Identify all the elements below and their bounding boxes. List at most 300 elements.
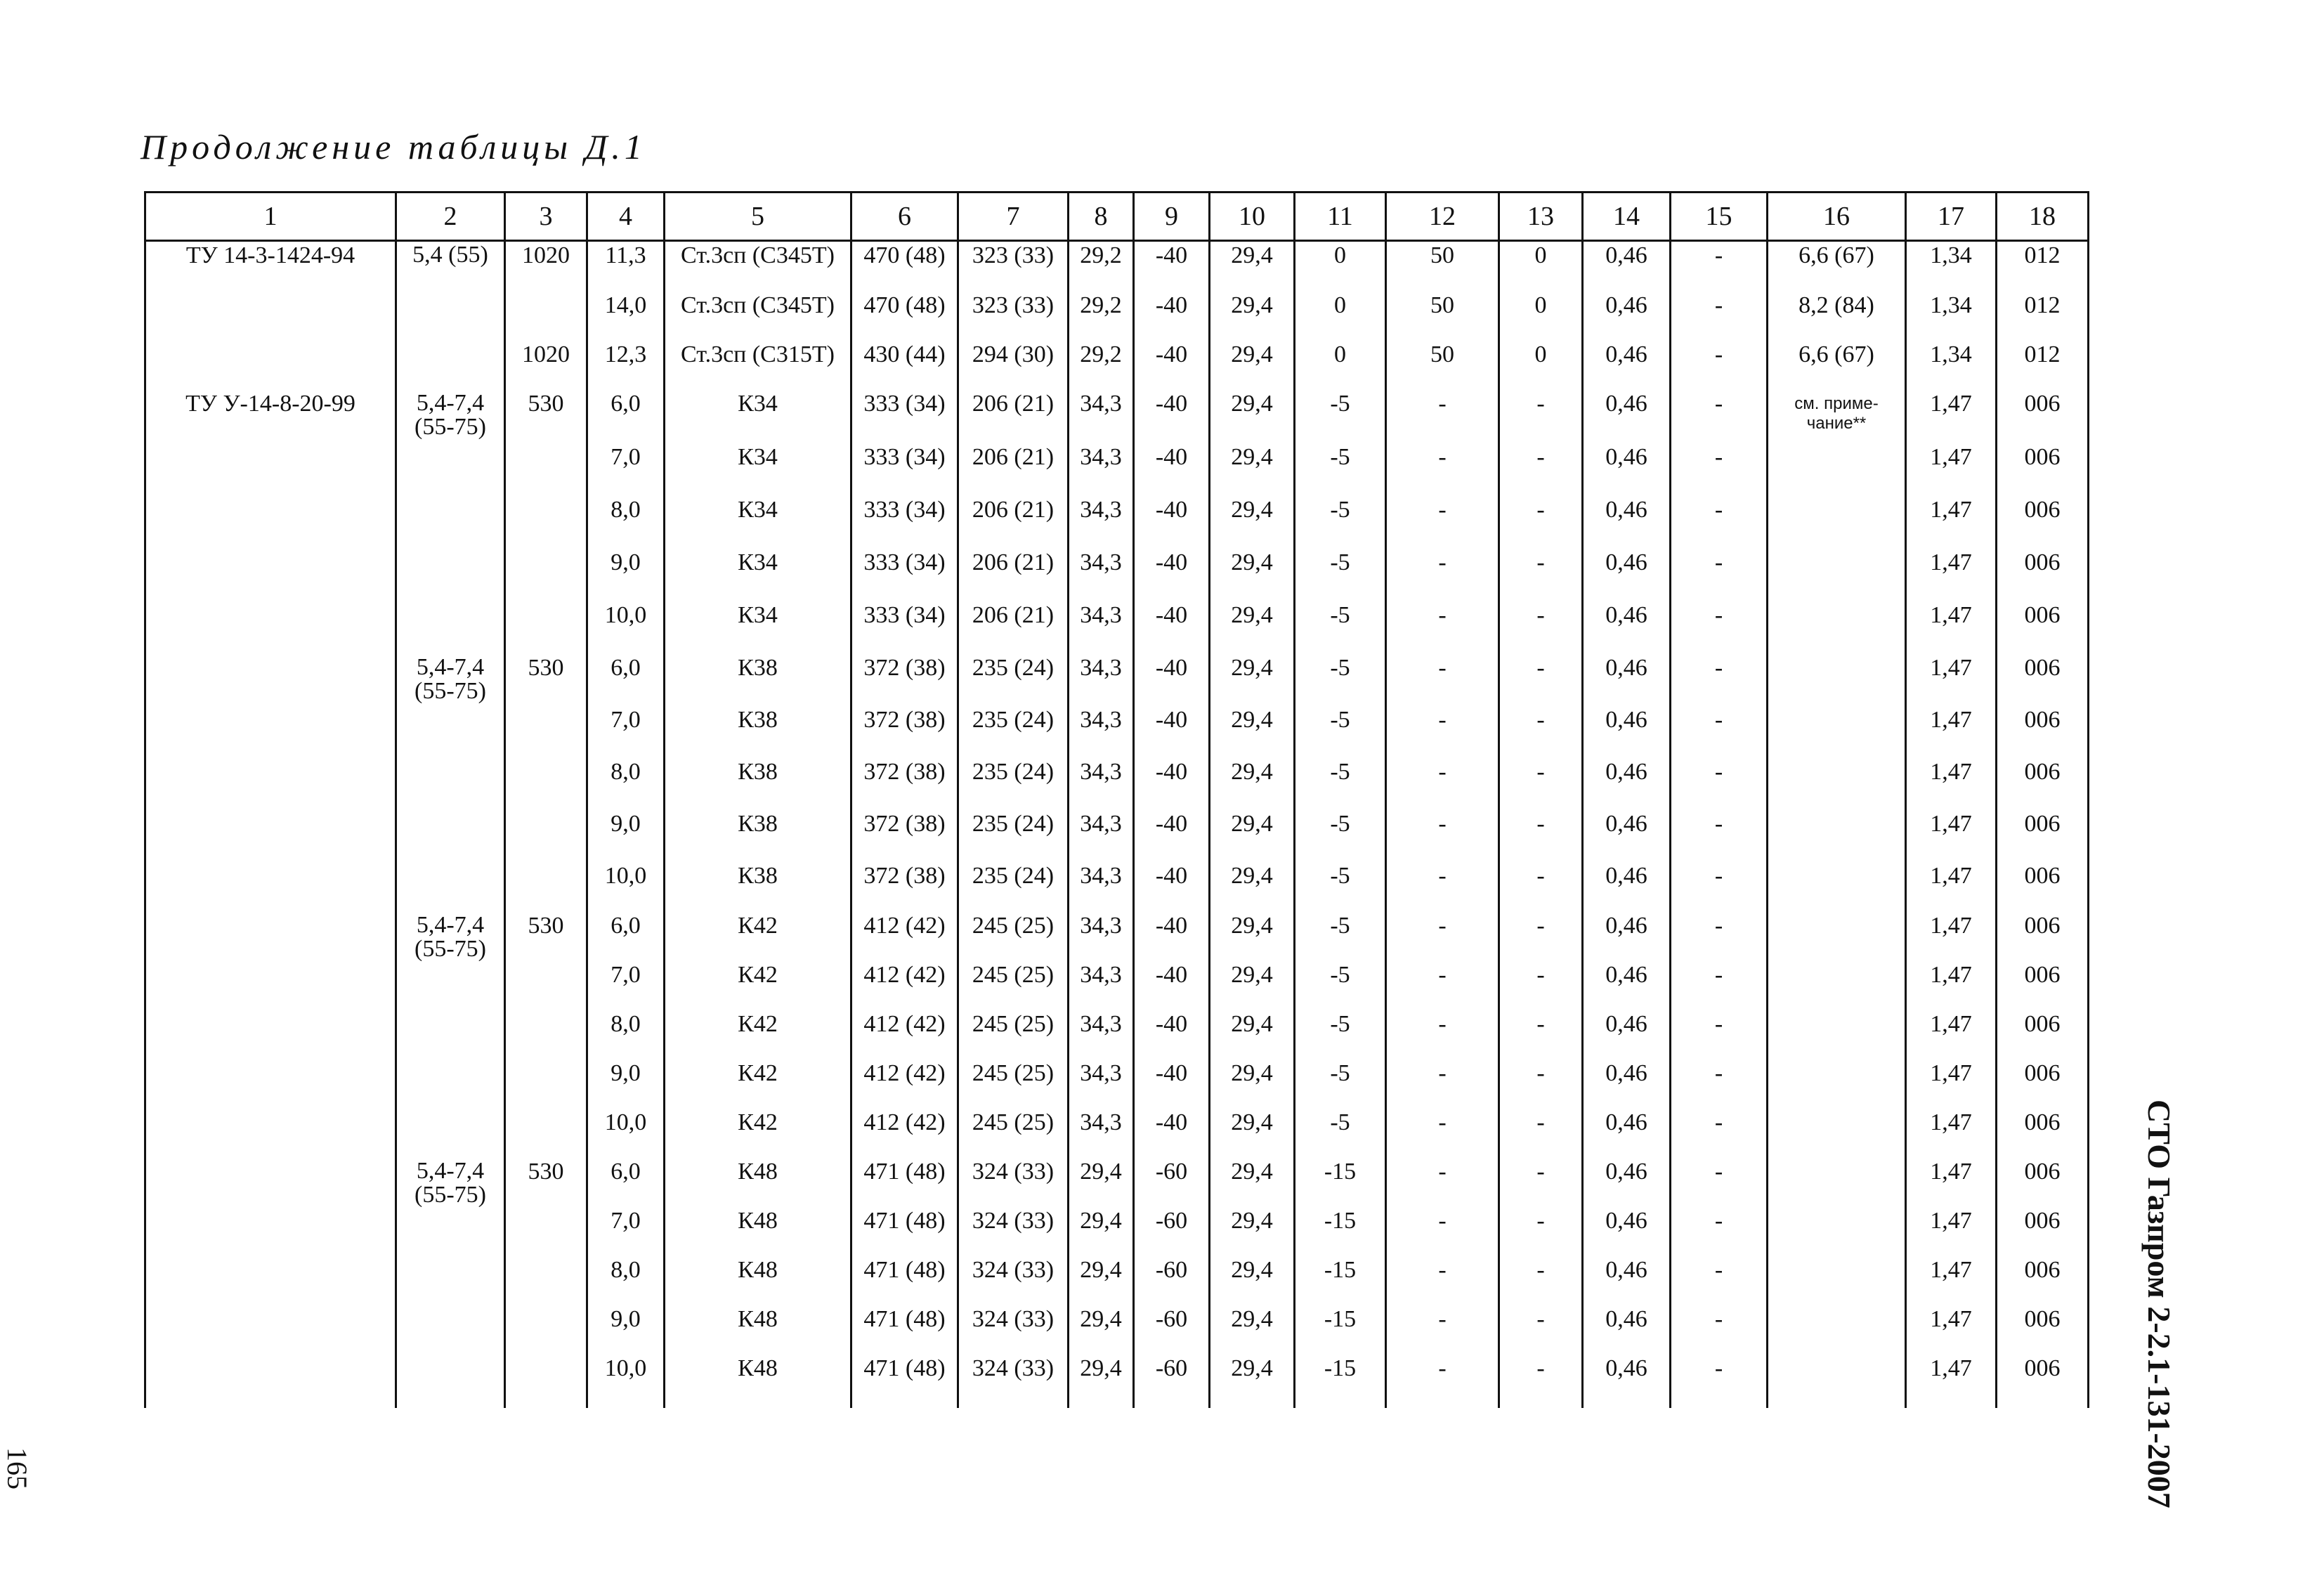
table-cell-col-6: 372 (38) — [851, 706, 958, 758]
table-cell-col-7: 235 (24) — [958, 758, 1069, 810]
table-row — [145, 1010, 2089, 1059]
table-cell-col-11: -15 — [1295, 1305, 1386, 1355]
table-cell-col-12: - — [1386, 443, 1499, 496]
table-cell-col-2 — [396, 1059, 505, 1109]
table-cell-col-17: 1,47 — [1906, 654, 1997, 706]
table-cell-col-8: 34,3 — [1069, 549, 1134, 601]
table-cell-col-14: 0,46 — [1583, 912, 1671, 961]
table-cell-col-10: 29,4 — [1210, 549, 1295, 601]
table-cell-col-3: 530 — [505, 1158, 587, 1207]
table-cell-col-5: К38 — [665, 654, 851, 706]
table-cell-col-6: 471 (48) — [851, 1256, 958, 1305]
table-cell-col-3 — [505, 292, 587, 341]
table-cell-col-15: - — [1671, 961, 1768, 1010]
table-cell-col-7: 324 (33) — [958, 1207, 1069, 1256]
table-cell-col-5: К48 — [665, 1355, 851, 1408]
table-cell-col-18: 012 — [1997, 292, 2089, 341]
table-cell-col-6: 333 (34) — [851, 549, 958, 601]
table-cell-col-2 — [396, 961, 505, 1010]
table-cell-col-16: 8,2 (84) — [1768, 292, 1906, 341]
table-cell-col-12: 50 — [1386, 341, 1499, 390]
table-cell-col-18: 006 — [1997, 1305, 2089, 1355]
table-cell-col-1 — [145, 443, 396, 496]
table-cell-col-4: 6,0 — [587, 390, 665, 443]
table-cell-col-1 — [145, 1305, 396, 1355]
table-cell-col-1 — [145, 292, 396, 341]
column-header-10: 10 — [1210, 193, 1295, 241]
table-row — [145, 390, 2089, 443]
table-cell-col-17: 1,47 — [1906, 1059, 1997, 1109]
table-cell-col-6: 471 (48) — [851, 1158, 958, 1207]
table-cell-col-7: 235 (24) — [958, 810, 1069, 862]
table-cell-col-15: - — [1671, 758, 1768, 810]
table-cell-col-13: - — [1499, 443, 1583, 496]
table-row — [145, 1109, 2089, 1158]
table-cell-col-14: 0,46 — [1583, 1207, 1671, 1256]
table-cell-col-5: К42 — [665, 961, 851, 1010]
table-cell-col-17: 1,47 — [1906, 1010, 1997, 1059]
table-cell-col-16: 6,6 (67) — [1768, 241, 1906, 292]
table-cell-col-15: - — [1671, 1109, 1768, 1158]
table-cell-col-15: - — [1671, 1207, 1768, 1256]
table-cell-col-18: 006 — [1997, 810, 2089, 862]
column-header-15: 15 — [1671, 193, 1768, 241]
table-row — [145, 1355, 2089, 1408]
column-header-16: 16 — [1768, 193, 1906, 241]
table-cell-col-16 — [1768, 912, 1906, 961]
table-cell-col-5: К38 — [665, 862, 851, 912]
table-cell-col-2 — [396, 758, 505, 810]
table-cell-col-11: 0 — [1295, 341, 1386, 390]
table-cell-col-11: -5 — [1295, 1109, 1386, 1158]
table-cell-col-6: 470 (48) — [851, 292, 958, 341]
table-cell-col-4: 8,0 — [587, 1010, 665, 1059]
table-cell-col-8: 34,3 — [1069, 912, 1134, 961]
table-cell-col-12: - — [1386, 758, 1499, 810]
table-cell-col-1 — [145, 549, 396, 601]
table-cell-col-6: 333 (34) — [851, 443, 958, 496]
table-cell-col-9: -60 — [1134, 1158, 1210, 1207]
table-cell-col-8: 34,3 — [1069, 961, 1134, 1010]
table-cell-col-3 — [505, 1207, 587, 1256]
table-cell-col-3 — [505, 961, 587, 1010]
table-cell-col-6: 372 (38) — [851, 810, 958, 862]
column-header-14: 14 — [1583, 193, 1671, 241]
table-cell-col-7: 206 (21) — [958, 443, 1069, 496]
table-cell-col-5: К42 — [665, 1109, 851, 1158]
table-cell-col-2 — [396, 443, 505, 496]
table-cell-col-17: 1,47 — [1906, 706, 1997, 758]
table-cell-col-14: 0,46 — [1583, 706, 1671, 758]
table-cell-col-18: 006 — [1997, 654, 2089, 706]
table-cell-col-7: 235 (24) — [958, 654, 1069, 706]
table-cell-col-5: К34 — [665, 549, 851, 601]
table-cell-col-6: 412 (42) — [851, 961, 958, 1010]
table-cell-col-8: 34,3 — [1069, 758, 1134, 810]
table-cell-col-16 — [1768, 1059, 1906, 1109]
table-cell-col-11: -5 — [1295, 961, 1386, 1010]
table-cell-col-7: 235 (24) — [958, 862, 1069, 912]
table-cell-col-12: - — [1386, 1355, 1499, 1408]
table-cell-col-8: 34,3 — [1069, 496, 1134, 549]
table-cell-col-18: 006 — [1997, 1059, 2089, 1109]
table-row — [145, 1158, 2089, 1207]
table-row — [145, 443, 2089, 496]
table-cell-col-5: К48 — [665, 1158, 851, 1207]
table-cell-col-11: -5 — [1295, 1059, 1386, 1109]
table-cell-col-1 — [145, 912, 396, 961]
table-cell-col-8: 34,3 — [1069, 862, 1134, 912]
table-row — [145, 654, 2089, 706]
column-header-17: 17 — [1906, 193, 1997, 241]
table-cell-col-14: 0,46 — [1583, 549, 1671, 601]
table-cell-col-12: - — [1386, 1158, 1499, 1207]
table-cell-col-5: Ст.3сп (С345Т) — [665, 292, 851, 341]
table-cell-col-14: 0,46 — [1583, 758, 1671, 810]
table-cell-col-12: - — [1386, 549, 1499, 601]
table-cell-col-14: 0,46 — [1583, 341, 1671, 390]
table-cell-col-13: - — [1499, 549, 1583, 601]
column-header-3: 3 — [505, 193, 587, 241]
table-cell-col-16 — [1768, 549, 1906, 601]
footnote-reference: см. приме-чание** — [1768, 390, 1906, 443]
table-cell-col-11: -5 — [1295, 912, 1386, 961]
table-cell-col-7: 324 (33) — [958, 1305, 1069, 1355]
table-cell-col-17: 1,47 — [1906, 601, 1997, 654]
table-cell-col-7: 245 (25) — [958, 1010, 1069, 1059]
table-cell-col-12: - — [1386, 912, 1499, 961]
table-cell-col-4: 6,0 — [587, 912, 665, 961]
table-cell-col-9: -40 — [1134, 443, 1210, 496]
table-cell-col-13: - — [1499, 601, 1583, 654]
table-cell-col-12: - — [1386, 706, 1499, 758]
table-cell-col-15: - — [1671, 601, 1768, 654]
table-cell-col-8: 34,3 — [1069, 1059, 1134, 1109]
table-cell-col-2 — [396, 1305, 505, 1355]
table-cell-col-15: - — [1671, 549, 1768, 601]
table-cell-col-2 — [396, 1256, 505, 1305]
column-header-4: 4 — [587, 193, 665, 241]
table-cell-col-16 — [1768, 654, 1906, 706]
table-cell-col-13: 0 — [1499, 292, 1583, 341]
table-cell-col-9: -40 — [1134, 241, 1210, 292]
table-cell-col-2 — [396, 341, 505, 390]
table-row — [145, 292, 2089, 341]
table-cell-col-18: 006 — [1997, 549, 2089, 601]
table-cell-col-5: К34 — [665, 496, 851, 549]
table-cell-col-6: 372 (38) — [851, 654, 958, 706]
column-header-8: 8 — [1069, 193, 1134, 241]
table-cell-col-11: -5 — [1295, 601, 1386, 654]
table-cell-col-2 — [396, 706, 505, 758]
table-cell-col-17: 1,47 — [1906, 1109, 1997, 1158]
table-cell-col-9: -60 — [1134, 1305, 1210, 1355]
table-cell-col-4: 9,0 — [587, 1305, 665, 1355]
table-cell-col-15: - — [1671, 1256, 1768, 1305]
table-cell-col-18: 006 — [1997, 601, 2089, 654]
table-cell-col-14: 0,46 — [1583, 443, 1671, 496]
table-row — [145, 1305, 2089, 1355]
table-cell-col-6: 412 (42) — [851, 1059, 958, 1109]
table-cell-col-9: -40 — [1134, 706, 1210, 758]
table-cell-col-1: ТУ 14-3-1424-94 — [145, 241, 396, 292]
table-cell-col-17: 1,47 — [1906, 496, 1997, 549]
table-cell-col-2: 5,4 (55) — [396, 241, 505, 292]
table-cell-col-18: 006 — [1997, 912, 2089, 961]
table-cell-col-2 — [396, 862, 505, 912]
table-cell-col-14: 0,46 — [1583, 1355, 1671, 1408]
table-cell-col-7: 324 (33) — [958, 1256, 1069, 1305]
table-cell-col-17: 1,47 — [1906, 862, 1997, 912]
table-cell-col-3 — [505, 443, 587, 496]
table-cell-col-15: - — [1671, 912, 1768, 961]
table-row — [145, 1059, 2089, 1109]
table-cell-col-7: 324 (33) — [958, 1158, 1069, 1207]
table-cell-col-13: - — [1499, 1207, 1583, 1256]
table-cell-col-10: 29,4 — [1210, 601, 1295, 654]
table-cell-col-14: 0,46 — [1583, 1059, 1671, 1109]
table-cell-col-4: 8,0 — [587, 758, 665, 810]
table-cell-col-10: 29,4 — [1210, 961, 1295, 1010]
table-cell-col-14: 0,46 — [1583, 961, 1671, 1010]
table-cell-col-5: К42 — [665, 912, 851, 961]
table-cell-col-3: 530 — [505, 390, 587, 443]
table-cell-col-5: К42 — [665, 1010, 851, 1059]
table-cell-col-12: - — [1386, 1256, 1499, 1305]
table-cell-col-1 — [145, 1059, 396, 1109]
table-cell-col-1 — [145, 1010, 396, 1059]
table-cell-col-10: 29,4 — [1210, 1355, 1295, 1408]
table-cell-col-10: 29,4 — [1210, 341, 1295, 390]
table-cell-col-6: 430 (44) — [851, 341, 958, 390]
table-cell-col-1 — [145, 862, 396, 912]
table-cell-col-17: 1,34 — [1906, 241, 1997, 292]
table-cell-col-5: К34 — [665, 443, 851, 496]
table-cell-col-10: 29,4 — [1210, 810, 1295, 862]
table-cell-col-9: -40 — [1134, 1010, 1210, 1059]
table-cell-col-4: 9,0 — [587, 1059, 665, 1109]
table-cell-col-6: 333 (34) — [851, 601, 958, 654]
table-cell-col-12: - — [1386, 1305, 1499, 1355]
table-cell-col-16 — [1768, 1207, 1906, 1256]
table-cell-col-3 — [505, 601, 587, 654]
table-cell-col-16 — [1768, 601, 1906, 654]
column-header-18: 18 — [1997, 193, 2089, 241]
table-cell-col-13: - — [1499, 862, 1583, 912]
table-cell-col-18: 006 — [1997, 1355, 2089, 1408]
table-cell-col-6: 471 (48) — [851, 1305, 958, 1355]
table-cell-col-7: 323 (33) — [958, 241, 1069, 292]
table-cell-col-8: 34,3 — [1069, 1010, 1134, 1059]
table-cell-col-9: -60 — [1134, 1355, 1210, 1408]
table-cell-col-7: 206 (21) — [958, 601, 1069, 654]
table-cell-col-11: -5 — [1295, 443, 1386, 496]
table-cell-col-2: 5,4-7,4 (55-75) — [396, 912, 505, 961]
table-cell-col-5: Ст.3сп (С345Т) — [665, 241, 851, 292]
column-header-7: 7 — [958, 193, 1069, 241]
table-cell-col-18: 006 — [1997, 1158, 2089, 1207]
table-cell-col-7: 206 (21) — [958, 496, 1069, 549]
table-cell-col-16: 6,6 (67) — [1768, 341, 1906, 390]
table-cell-col-11: -5 — [1295, 1010, 1386, 1059]
table-cell-col-4: 11,3 — [587, 241, 665, 292]
table-cell-col-17: 1,47 — [1906, 912, 1997, 961]
table-cell-col-14: 0,46 — [1583, 810, 1671, 862]
table-cell-col-12: 50 — [1386, 241, 1499, 292]
table-cell-col-7: 206 (21) — [958, 390, 1069, 443]
table-cell-col-16 — [1768, 758, 1906, 810]
table-cell-col-2: 5,4-7,4 (55-75) — [396, 390, 505, 443]
table-cell-col-5: К48 — [665, 1207, 851, 1256]
table-cell-col-10: 29,4 — [1210, 1059, 1295, 1109]
table-cell-col-4: 9,0 — [587, 810, 665, 862]
table-cell-col-16 — [1768, 1355, 1906, 1408]
table-cell-col-11: -5 — [1295, 390, 1386, 443]
table-row — [145, 758, 2089, 810]
table-cell-col-1 — [145, 654, 396, 706]
table-cell-col-9: -40 — [1134, 654, 1210, 706]
table-cell-col-1 — [145, 1158, 396, 1207]
table-cell-col-3: 1020 — [505, 241, 587, 292]
table-cell-col-10: 29,4 — [1210, 1010, 1295, 1059]
table-cell-col-12: - — [1386, 1109, 1499, 1158]
table-cell-col-18: 006 — [1997, 443, 2089, 496]
table-cell-col-7: 324 (33) — [958, 1355, 1069, 1408]
table-cell-col-6: 412 (42) — [851, 912, 958, 961]
table-cell-col-10: 29,4 — [1210, 654, 1295, 706]
table-cell-col-9: -40 — [1134, 341, 1210, 390]
table-cell-col-17: 1,47 — [1906, 1207, 1997, 1256]
table-cell-col-18: 012 — [1997, 241, 2089, 292]
table-cell-col-10: 29,4 — [1210, 1305, 1295, 1355]
table-cell-col-18: 006 — [1997, 961, 2089, 1010]
table-cell-col-15: - — [1671, 810, 1768, 862]
table-cell-col-11: -5 — [1295, 810, 1386, 862]
table-cell-col-11: -15 — [1295, 1355, 1386, 1408]
column-header-6: 6 — [851, 193, 958, 241]
table-cell-col-3 — [505, 758, 587, 810]
table-cell-col-12: 50 — [1386, 292, 1499, 341]
column-header-5: 5 — [665, 193, 851, 241]
table-cell-col-1 — [145, 706, 396, 758]
table-row — [145, 549, 2089, 601]
table-cell-col-11: -15 — [1295, 1207, 1386, 1256]
table-cell-col-8: 29,2 — [1069, 292, 1134, 341]
table-cell-col-14: 0,46 — [1583, 1158, 1671, 1207]
table-cell-col-9: -40 — [1134, 912, 1210, 961]
table-cell-col-8: 34,3 — [1069, 1109, 1134, 1158]
table-cell-col-5: К38 — [665, 810, 851, 862]
table-cell-col-2 — [396, 601, 505, 654]
table-cell-col-3 — [505, 1305, 587, 1355]
table-cell-col-12: - — [1386, 1207, 1499, 1256]
table-cell-col-14: 0,46 — [1583, 241, 1671, 292]
table-cell-col-10: 29,4 — [1210, 758, 1295, 810]
table-cell-col-17: 1,47 — [1906, 443, 1997, 496]
column-header-2: 2 — [396, 193, 505, 241]
table-cell-col-6: 412 (42) — [851, 1109, 958, 1158]
table-cell-col-13: - — [1499, 1010, 1583, 1059]
table-cell-col-3: 530 — [505, 912, 587, 961]
table-cell-col-3: 1020 — [505, 341, 587, 390]
table-cell-col-5: К34 — [665, 390, 851, 443]
table-cell-col-16 — [1768, 443, 1906, 496]
table-cell-col-8: 29,4 — [1069, 1305, 1134, 1355]
table-cell-col-15: - — [1671, 862, 1768, 912]
table-cell-col-13: - — [1499, 1256, 1583, 1305]
table-cell-col-2 — [396, 1109, 505, 1158]
table-cell-col-8: 34,3 — [1069, 390, 1134, 443]
steel-pipe-table — [144, 191, 2089, 1408]
table-cell-col-17: 1,47 — [1906, 390, 1997, 443]
table-cell-col-13: - — [1499, 961, 1583, 1010]
table-cell-col-13: - — [1499, 758, 1583, 810]
table-row — [145, 341, 2089, 390]
column-header-13: 13 — [1499, 193, 1583, 241]
table-cell-col-15: - — [1671, 706, 1768, 758]
table-cell-col-3: 530 — [505, 654, 587, 706]
table-cell-col-7: 206 (21) — [958, 549, 1069, 601]
table-cell-col-15: - — [1671, 443, 1768, 496]
table-cell-col-18: 006 — [1997, 706, 2089, 758]
table-cell-col-4: 6,0 — [587, 654, 665, 706]
table-cell-col-2 — [396, 292, 505, 341]
table-cell-col-3 — [505, 706, 587, 758]
table-cell-col-10: 29,4 — [1210, 443, 1295, 496]
table-cell-col-15: - — [1671, 654, 1768, 706]
table-cell-col-18: 006 — [1997, 390, 2089, 443]
table-cell-col-9: -40 — [1134, 601, 1210, 654]
table-cell-col-3 — [505, 496, 587, 549]
table-cell-col-18: 006 — [1997, 862, 2089, 912]
table-cell-col-17: 1,47 — [1906, 549, 1997, 601]
table-cell-col-12: - — [1386, 961, 1499, 1010]
column-header-11: 11 — [1295, 193, 1386, 241]
table-cell-col-12: - — [1386, 654, 1499, 706]
table-cell-col-12: - — [1386, 1059, 1499, 1109]
table-cell-col-15: - — [1671, 1010, 1768, 1059]
table-cell-col-3 — [505, 1010, 587, 1059]
table-cell-col-10: 29,4 — [1210, 241, 1295, 292]
table-cell-col-6: 471 (48) — [851, 1355, 958, 1408]
table-cell-col-12: - — [1386, 862, 1499, 912]
table-cell-col-5: Ст.3сп (С315Т) — [665, 341, 851, 390]
table-body — [145, 241, 2089, 1408]
table-cell-col-4: 8,0 — [587, 496, 665, 549]
table-cell-col-16 — [1768, 496, 1906, 549]
table-cell-col-11: -5 — [1295, 549, 1386, 601]
table-cell-col-2 — [396, 549, 505, 601]
table-cell-col-9: -40 — [1134, 862, 1210, 912]
table-cell-col-11: 0 — [1295, 241, 1386, 292]
table-cell-col-16 — [1768, 1158, 1906, 1207]
table-cell-col-16 — [1768, 810, 1906, 862]
column-header-1: 1 — [145, 193, 396, 241]
table-cell-col-6: 333 (34) — [851, 496, 958, 549]
table-cell-col-4: 10,0 — [587, 862, 665, 912]
table-cell-col-1: ТУ У-14-8-20-99 — [145, 390, 396, 443]
table-cell-col-18: 006 — [1997, 1207, 2089, 1256]
table-cell-col-15: - — [1671, 390, 1768, 443]
column-number-row — [145, 193, 2089, 241]
table-cell-col-5: К38 — [665, 758, 851, 810]
table-cell-col-7: 294 (30) — [958, 341, 1069, 390]
table-cell-col-9: -40 — [1134, 390, 1210, 443]
table-cell-col-8: 29,4 — [1069, 1158, 1134, 1207]
table-cell-col-4: 10,0 — [587, 601, 665, 654]
table-cell-col-4: 7,0 — [587, 1207, 665, 1256]
table-cell-col-11: 0 — [1295, 292, 1386, 341]
